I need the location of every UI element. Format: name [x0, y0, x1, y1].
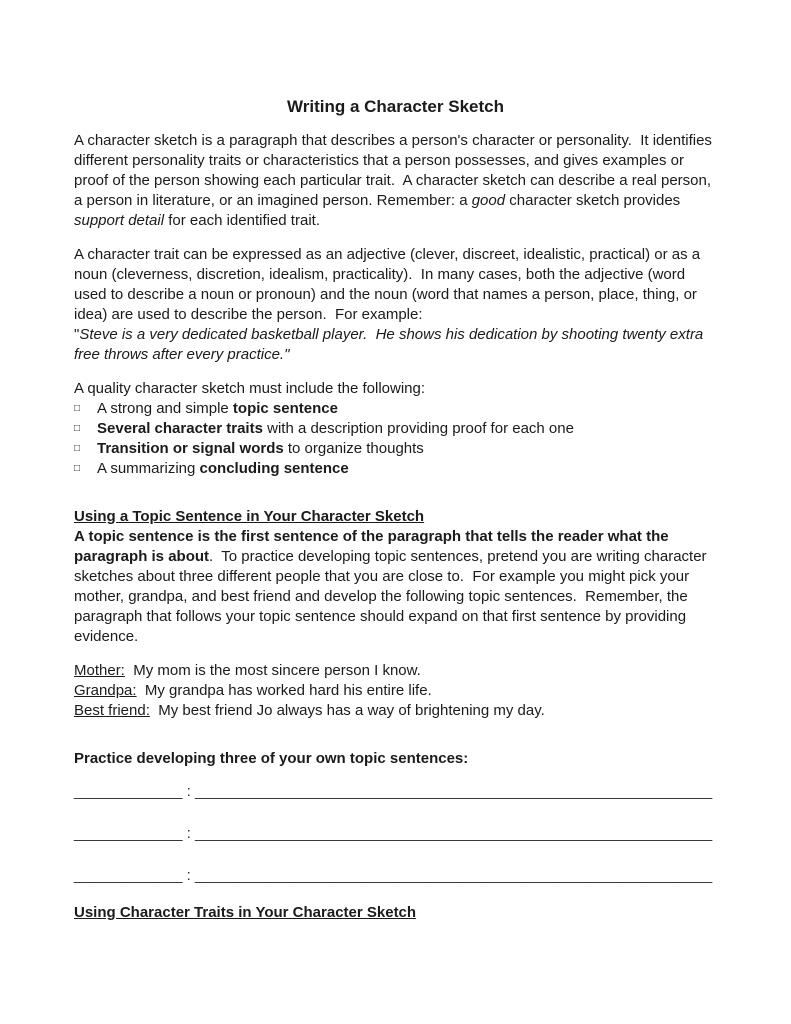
example-best-friend	[74, 701, 717, 721]
text-run: A character trait can be expressed as an adjective (clever, discreet, idealistic, practical) or as a noun (cleverness, discretion, idealism, practicality). In many cases, both the adjective (word used to describe a noun or pronoun) and the noun (word that names a person, place, thing, or idea) are used to describe the person. For example:	[74, 246, 705, 323]
text-run: to organize thoughts	[283, 440, 424, 457]
checklist-item	[74, 439, 717, 459]
checklist-item-text	[97, 439, 424, 459]
text-run: Practice developing three of your own topic sentences:	[74, 750, 469, 767]
text-run: A topic sentence is the first sentence of the paragraph that tells the reader what the paragraph is about	[74, 528, 673, 565]
document-body	[74, 131, 717, 923]
checklist-item	[74, 419, 717, 439]
section-heading-topic	[74, 507, 717, 527]
example-mother	[74, 661, 717, 681]
intro-paragraph	[74, 131, 717, 231]
document-title: Writing a Character Sketch	[287, 97, 504, 116]
checklist-item-text	[97, 399, 338, 419]
text-run: good	[471, 192, 506, 209]
text-run: _____________ : ______________________________________________________________	[74, 783, 713, 800]
text-run: My mom is the most sincere person I know.	[124, 662, 421, 679]
text-run: concluding sentence	[199, 460, 349, 477]
text-run: topic sentence	[232, 400, 338, 417]
text-run: Grandpa:	[74, 682, 137, 699]
trait-definition-paragraph	[74, 245, 717, 365]
square-bullet-icon: □	[74, 423, 81, 434]
text-run: Several character traits	[97, 420, 263, 437]
text-run: character sketch provides	[505, 192, 685, 209]
square-bullet-icon: □	[74, 443, 81, 454]
square-bullet-icon: □	[74, 463, 81, 474]
example-topic-sentences	[74, 661, 717, 721]
text-run: A strong and simple	[97, 400, 233, 417]
text-run: for each identified trait.	[164, 212, 320, 229]
text-run: Best friend:	[74, 702, 150, 719]
text-run: A quality character sketch must include the following:	[74, 380, 426, 397]
text-run: with a description providing proof for each one	[262, 420, 574, 437]
square-bullet-icon: □	[74, 403, 81, 414]
blank-row-3	[74, 866, 717, 886]
quality-checklist	[74, 399, 717, 479]
checklist-intro	[74, 379, 717, 399]
blank-row-1	[74, 782, 717, 802]
checklist-item	[74, 459, 717, 479]
text-run: My grandpa has worked hard his entire life.	[136, 682, 432, 699]
topic-sentence-paragraph	[74, 527, 717, 647]
text-run: support detail	[74, 212, 165, 229]
checklist-item-text	[97, 419, 574, 439]
blank-row-2	[74, 824, 717, 844]
practice-heading	[74, 749, 717, 769]
text-run: _____________ : ______________________________________________________________	[74, 867, 713, 884]
section-heading-traits	[74, 903, 717, 923]
text-run: A character sketch is a paragraph that describes a person's character or personality. It identifies different personality traits or characteristics that a person possesses, and gives examples or proof of the person showing each particular trait. A character sketch can describe a real person, a person in literature, or an imagined person. Remember: a	[74, 132, 717, 209]
text-run: Transition or signal words	[97, 440, 284, 457]
text-run: Steve is a very dedicated basketball player. He shows his dedication by shooting twenty extra free throws after every practice."	[74, 326, 708, 363]
example-grandpa	[74, 681, 717, 701]
text-run: A summarizing	[97, 460, 200, 477]
text-run: My best friend Jo always has a way of brightening my day.	[149, 702, 545, 719]
text-run: Using a Topic Sentence in Your Character Sketch	[74, 508, 425, 525]
text-run: Using Character Traits in Your Character Sketch	[74, 904, 417, 921]
text-run: Mother:	[74, 662, 125, 679]
text-run: _____________ : ______________________________________________________________	[74, 825, 713, 842]
checklist-item-text	[97, 459, 349, 479]
text-run: "	[74, 326, 80, 343]
checklist-item	[74, 399, 717, 419]
text-run: . To practice developing topic sentences, pretend you are writing character sketches about three different people that you are close to. For example you might pick your mother, grandpa, and best friend and develop the following topic sentences. Remember, the paragraph that follows your topic sentence should expand on that first sentence by providing evidence.	[74, 548, 711, 645]
